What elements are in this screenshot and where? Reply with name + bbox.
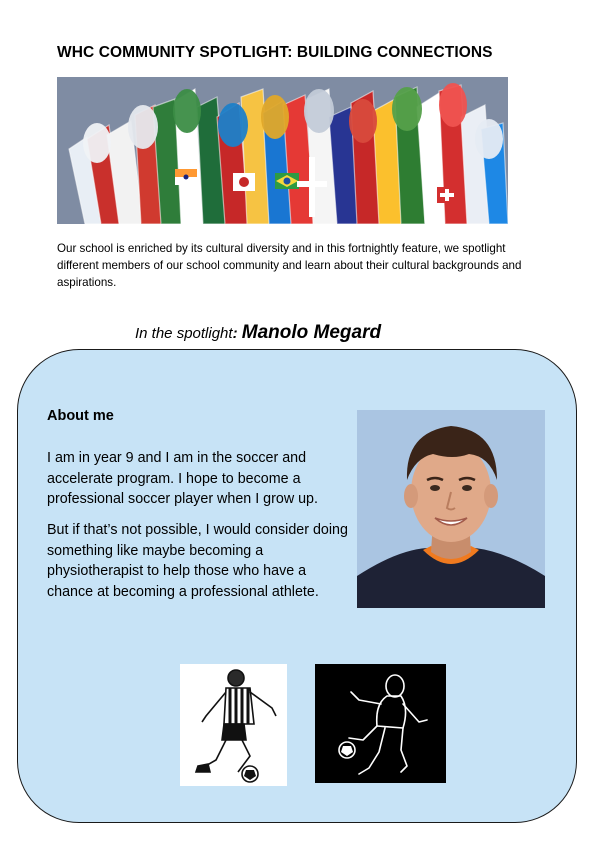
raised-hands-icon	[57, 77, 508, 224]
page-title: WHC COMMUNITY SPOTLIGHT: BUILDING CONNECTIONS	[57, 44, 493, 61]
about-heading: About me	[47, 408, 114, 424]
soccer-player-sketch-icon	[180, 664, 287, 786]
soccer-player-outline-icon	[315, 664, 446, 783]
spotlight-heading	[135, 322, 381, 344]
spotlight-colon: :	[232, 325, 238, 342]
soccer-sketch-image	[180, 664, 287, 786]
about-paragraph-1: I am in year 9 and I am in the soccer and accelerate program. I hope to become a professional soccer player when I grow up.	[47, 450, 318, 507]
spotlight-prefix: In the spotlight	[135, 325, 233, 342]
about-paragraph-2: But if that’s not possible, I would consider doing something like maybe becoming a physiotherapist to help those who have a chance at becoming a professional athlete.	[47, 522, 348, 600]
portrait-photo	[357, 410, 545, 608]
intro-text: Our school is enriched by its cultural diversity and in this fortnightly feature, we spotlight different members of our school community and learn about their cultural backgrounds and aspirations.	[57, 242, 522, 289]
banner-image	[57, 77, 508, 224]
soccer-outline-image	[315, 664, 446, 783]
student-portrait-icon	[357, 410, 545, 608]
spotlight-name: Manolo Megard	[241, 322, 382, 343]
